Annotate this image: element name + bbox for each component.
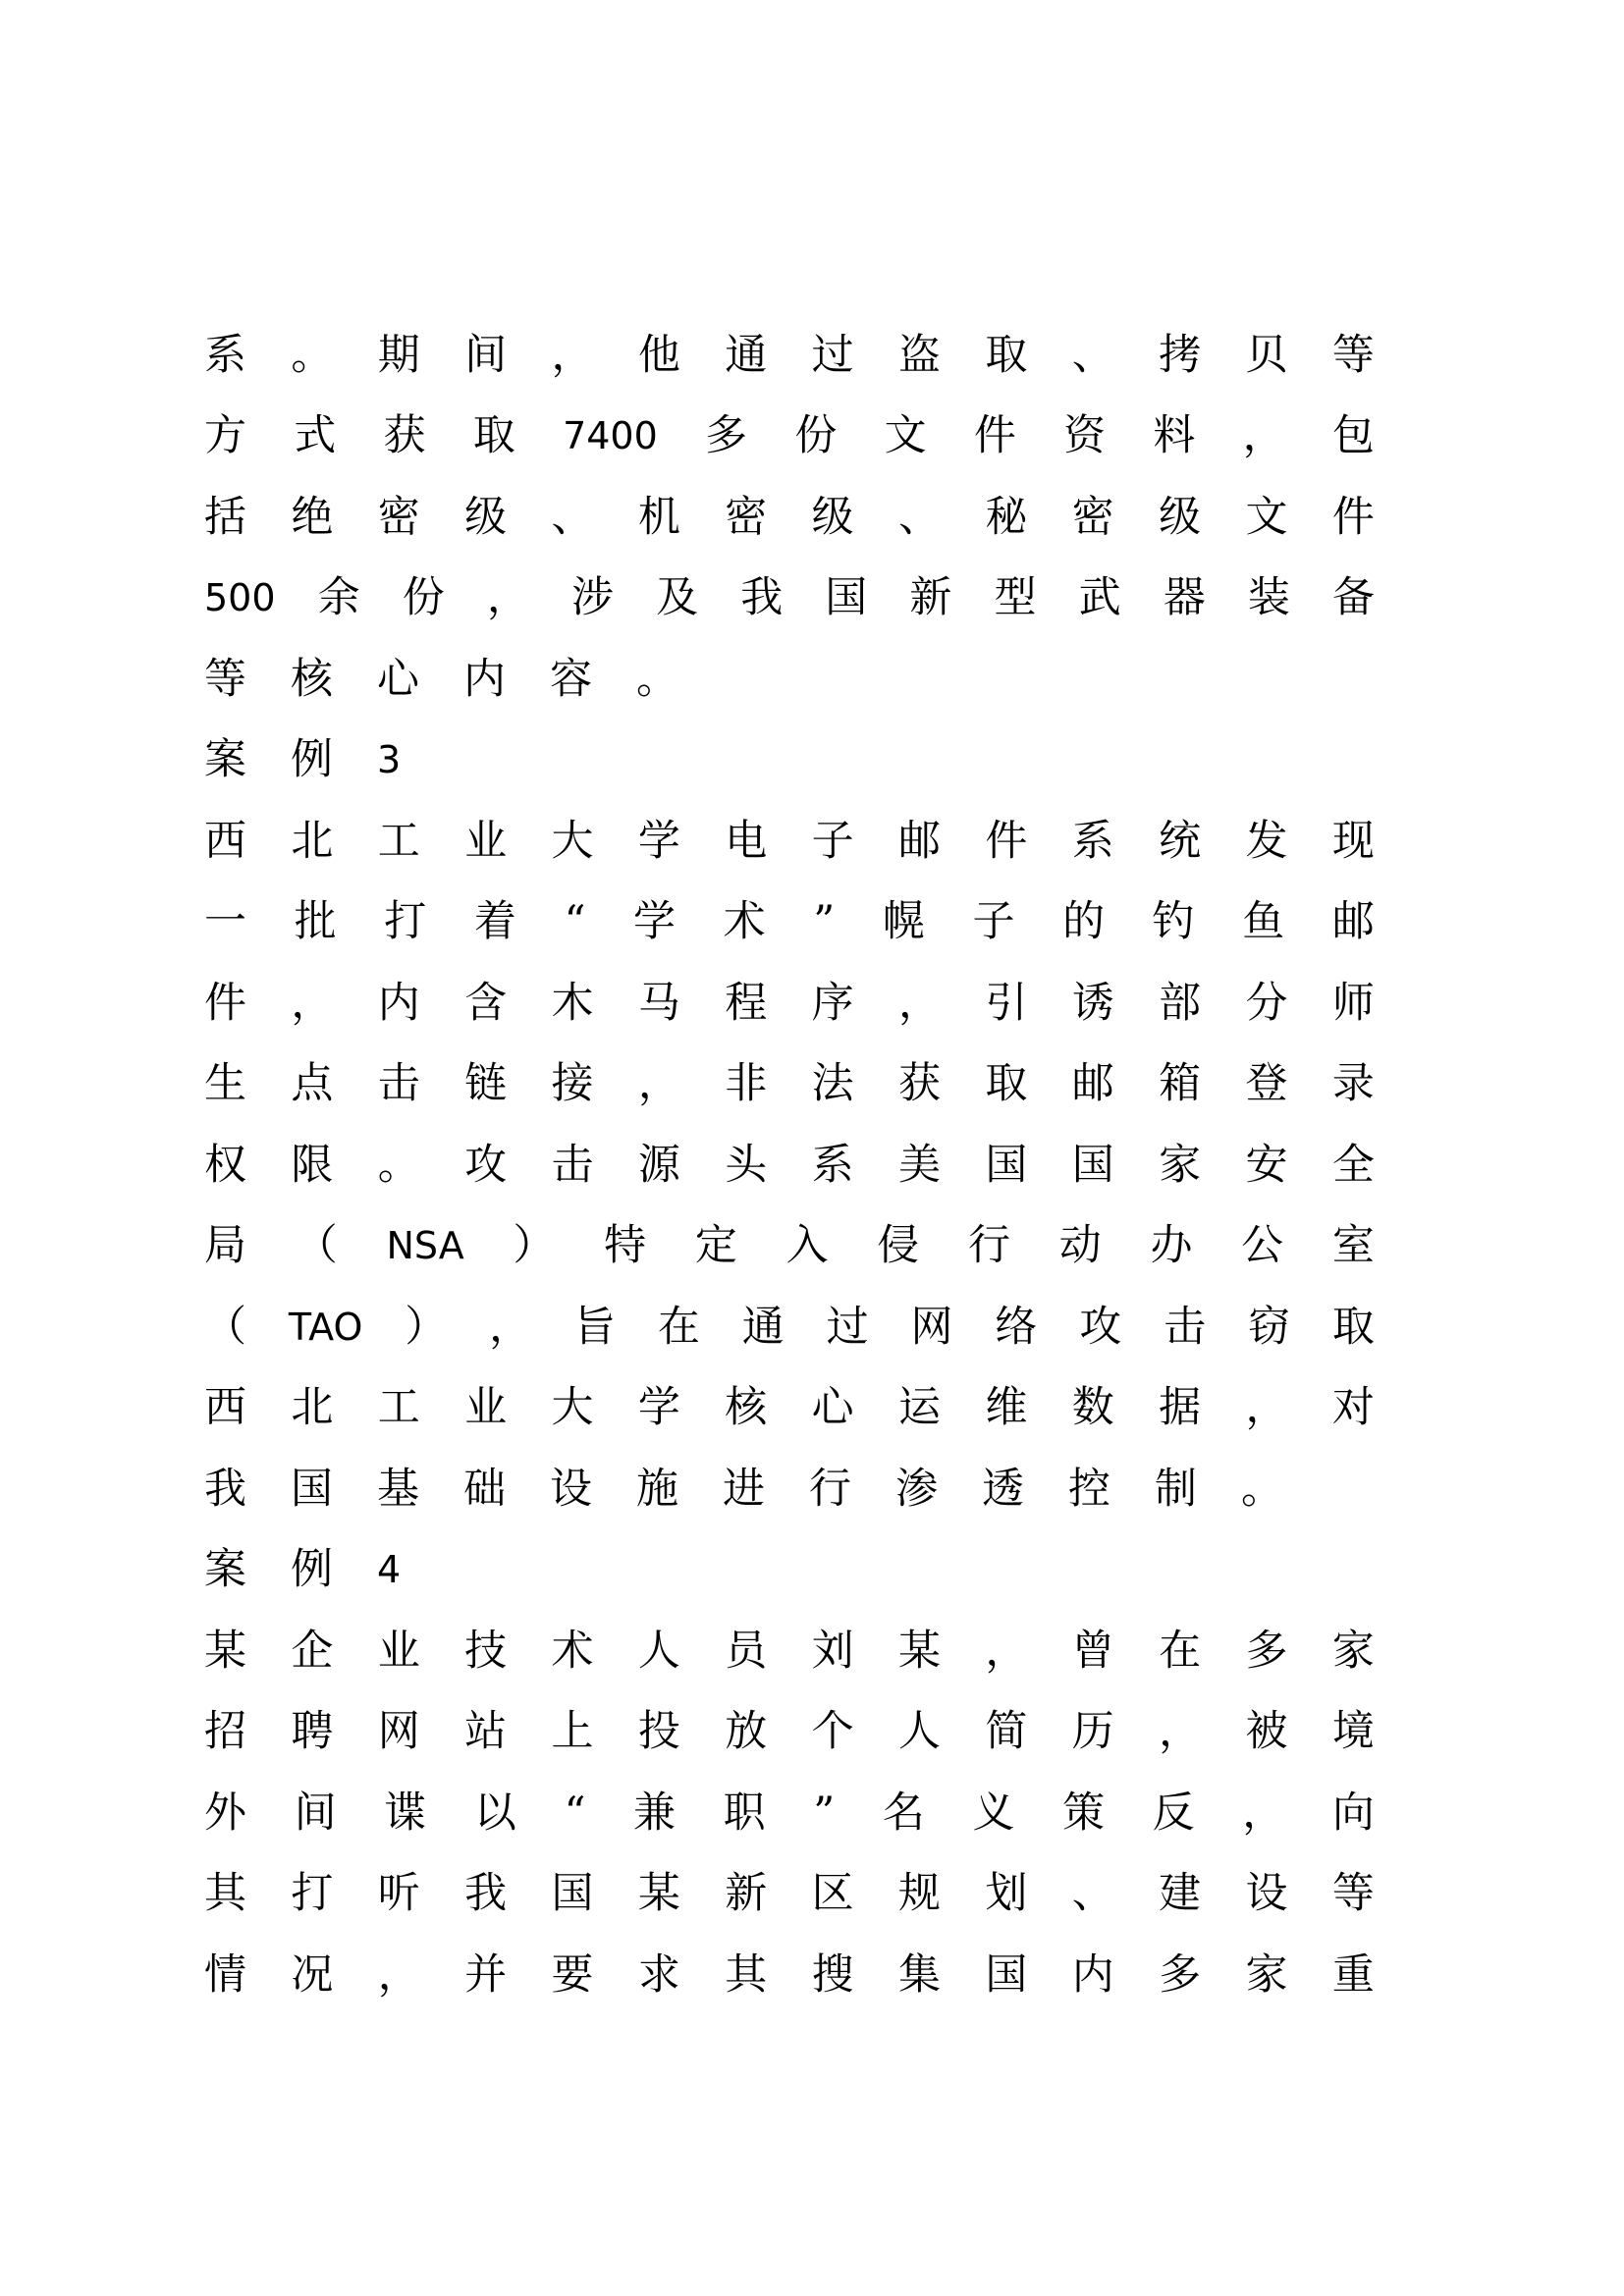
text-line — [204, 1216, 1375, 1275]
text-line — [204, 1622, 1375, 1681]
text-glyph: 过 — [826, 1303, 869, 1352]
text-glyph: 获 — [383, 411, 426, 460]
text-line — [204, 1702, 1375, 1761]
text-glyph: 包 — [1331, 411, 1375, 460]
text-glyph: 法 — [811, 1059, 854, 1108]
text-glyph: 系 — [204, 331, 246, 380]
text-glyph: 业 — [377, 1627, 420, 1676]
text-glyph: 以 — [473, 1789, 516, 1838]
text-line — [204, 1136, 1375, 1195]
text-glyph: 、 — [551, 493, 594, 542]
text-glyph: 技 — [464, 1627, 508, 1676]
text-glyph: 员 — [725, 1627, 768, 1676]
text-glyph: 外 — [204, 1789, 246, 1838]
text-glyph: 北 — [291, 1383, 334, 1432]
text-glyph: ， — [898, 979, 941, 1028]
text-glyph: 术 — [551, 1627, 594, 1676]
text-glyph: 工 — [377, 817, 420, 866]
text-line — [204, 1460, 1375, 1519]
text-glyph: 其 — [204, 1869, 246, 1918]
text-glyph: 资 — [1063, 411, 1107, 460]
text-glyph: 情 — [204, 1950, 246, 2000]
text-glyph: 箱 — [1159, 1059, 1202, 1108]
text-line — [204, 1378, 1375, 1437]
text-glyph: 制 — [1155, 1465, 1197, 1514]
text-glyph: 内 — [377, 979, 420, 1028]
text-glyph: 取 — [1331, 1303, 1375, 1352]
text-glyph: 限 — [291, 1141, 334, 1190]
text-glyph: 况 — [291, 1950, 334, 2000]
text-glyph: 拷 — [1159, 331, 1202, 380]
text-glyph: 例 — [291, 1545, 333, 1594]
text-glyph: 子 — [972, 897, 1015, 946]
text-glyph: 通 — [741, 1303, 785, 1352]
text-glyph: 站 — [464, 1707, 508, 1756]
text-glyph: ） — [513, 1221, 556, 1270]
text-glyph: 现 — [1331, 817, 1375, 866]
text-glyph: 大 — [551, 1383, 594, 1432]
text-line — [204, 650, 1375, 709]
text-glyph: 室 — [1331, 1221, 1375, 1270]
text-glyph: 我 — [204, 1465, 246, 1514]
text-glyph: 招 — [204, 1707, 246, 1756]
text-glyph: 业 — [464, 1383, 508, 1432]
text-glyph: 职 — [723, 1789, 766, 1838]
text-glyph: 通 — [725, 331, 768, 380]
text-glyph: 集 — [898, 1950, 941, 2000]
text-glyph: 大 — [551, 817, 594, 866]
text-glyph: 办 — [1150, 1221, 1193, 1270]
text-glyph: 刘 — [811, 1627, 854, 1676]
text-glyph: 安 — [1245, 1141, 1288, 1190]
text-glyph: TAO — [288, 1306, 363, 1349]
text-glyph: 对 — [1331, 1383, 1375, 1432]
text-glyph: 件 — [973, 411, 1016, 460]
text-glyph: 反 — [1152, 1789, 1195, 1838]
text-glyph: NSA — [386, 1224, 464, 1267]
text-glyph: 维 — [985, 1383, 1028, 1432]
text-glyph: 生 — [204, 1059, 246, 1108]
text-glyph: 聘 — [291, 1707, 334, 1756]
text-glyph: （ — [295, 1221, 338, 1270]
text-glyph: 容 — [550, 655, 592, 704]
text-glyph: 某 — [204, 1627, 246, 1676]
text-glyph: ， — [486, 573, 529, 622]
text-glyph: 及 — [656, 573, 699, 622]
text-glyph: 幌 — [882, 897, 925, 946]
text-glyph: 案 — [204, 735, 246, 784]
text-glyph: 电 — [725, 817, 768, 866]
text-glyph: 行 — [809, 1465, 851, 1514]
text-glyph: 特 — [604, 1221, 647, 1270]
text-glyph: 内 — [463, 655, 506, 704]
text-glyph: 间 — [464, 331, 508, 380]
text-glyph: 要 — [551, 1950, 594, 2000]
text-glyph: 学 — [633, 897, 677, 946]
text-glyph: 据 — [1159, 1383, 1202, 1432]
text-glyph: 3 — [377, 738, 402, 781]
text-glyph: 件 — [985, 817, 1028, 866]
text-glyph: 级 — [464, 493, 508, 542]
text-glyph: （ — [204, 1303, 246, 1352]
text-glyph: 头 — [725, 1141, 768, 1190]
text-glyph: 7400 — [563, 414, 658, 457]
text-glyph: “ — [564, 897, 586, 946]
text-line — [204, 406, 1375, 465]
text-glyph: 打 — [291, 1869, 334, 1918]
text-glyph: 序 — [811, 979, 854, 1028]
text-glyph: 义 — [972, 1789, 1015, 1838]
text-glyph: 木 — [551, 979, 594, 1028]
text-glyph: 涉 — [570, 573, 614, 622]
text-glyph: 一 — [204, 897, 246, 946]
text-glyph: 方 — [204, 411, 246, 460]
text-line — [204, 488, 1375, 547]
text-glyph: ， — [377, 1950, 420, 2000]
text-glyph: 级 — [1159, 493, 1202, 542]
text-glyph: 式 — [294, 411, 337, 460]
text-glyph: ， — [985, 1627, 1028, 1676]
text-glyph: 非 — [725, 1059, 768, 1108]
text-glyph: 人 — [637, 1627, 680, 1676]
text-glyph: 区 — [811, 1869, 854, 1918]
text-glyph: 份 — [794, 411, 838, 460]
text-glyph: 引 — [985, 979, 1028, 1028]
text-glyph: 运 — [898, 1383, 941, 1432]
text-glyph: 心 — [811, 1383, 854, 1432]
text-glyph: 听 — [377, 1869, 420, 1918]
text-glyph: 贝 — [1245, 331, 1288, 380]
text-line — [204, 326, 1375, 385]
text-glyph: 密 — [725, 493, 768, 542]
text-glyph: ， — [637, 1059, 680, 1108]
text-glyph: 我 — [740, 573, 784, 622]
text-glyph: 级 — [811, 493, 854, 542]
text-glyph: 、 — [1071, 331, 1114, 380]
text-glyph: 批 — [294, 897, 337, 946]
text-glyph: 核 — [725, 1383, 768, 1432]
text-glyph: 机 — [637, 493, 680, 542]
text-glyph: 人 — [898, 1707, 941, 1756]
text-glyph: 等 — [204, 655, 246, 704]
text-glyph: 他 — [637, 331, 680, 380]
text-glyph: 。 — [291, 331, 334, 380]
text-glyph: 放 — [725, 1707, 768, 1756]
text-glyph: 师 — [1331, 979, 1375, 1028]
text-glyph: 部 — [1159, 979, 1202, 1028]
text-glyph: 内 — [1071, 1950, 1114, 2000]
text-glyph: 学 — [637, 817, 680, 866]
text-glyph: 并 — [464, 1950, 508, 2000]
text-glyph: 全 — [1331, 1141, 1375, 1190]
text-glyph: 统 — [1159, 817, 1202, 866]
text-glyph: ， — [551, 331, 594, 380]
text-glyph: 划 — [985, 1869, 1028, 1918]
text-glyph: 点 — [291, 1059, 334, 1108]
text-glyph: 在 — [657, 1303, 700, 1352]
text-glyph: ， — [1159, 1707, 1202, 1756]
text-glyph: 备 — [1331, 573, 1375, 622]
text-line — [204, 1784, 1375, 1842]
text-glyph: ， — [291, 979, 334, 1028]
text-glyph: 绝 — [291, 493, 334, 542]
text-line — [204, 568, 1375, 627]
text-glyph: 例 — [291, 735, 333, 784]
text-glyph: 北 — [291, 817, 334, 866]
text-glyph: ， — [1245, 1383, 1288, 1432]
text-glyph: 在 — [1159, 1627, 1202, 1676]
text-glyph: 密 — [1071, 493, 1114, 542]
text-glyph: 基 — [377, 1465, 419, 1514]
text-glyph: 分 — [1245, 979, 1288, 1028]
text-glyph: 向 — [1331, 1789, 1375, 1838]
text-glyph: 旨 — [573, 1303, 616, 1352]
text-glyph: 控 — [1068, 1465, 1110, 1514]
text-glyph: 获 — [898, 1059, 941, 1108]
text-glyph: 我 — [464, 1869, 508, 1918]
text-glyph: 盗 — [898, 331, 941, 380]
text-line — [204, 974, 1375, 1033]
text-glyph: 录 — [1331, 1059, 1375, 1108]
text-glyph: 文 — [884, 411, 927, 460]
text-glyph: 取 — [985, 331, 1028, 380]
text-glyph: 国 — [551, 1869, 594, 1918]
text-glyph: 网 — [910, 1303, 953, 1352]
text-glyph: ” — [813, 897, 836, 946]
text-glyph: 邮 — [898, 817, 941, 866]
text-glyph: 曾 — [1071, 1627, 1114, 1676]
text-line — [204, 892, 1375, 951]
text-glyph: 装 — [1247, 573, 1290, 622]
text-glyph: 鱼 — [1242, 897, 1285, 946]
text-glyph: 邮 — [1071, 1059, 1114, 1108]
text-glyph: 家 — [1159, 1141, 1202, 1190]
text-glyph: 登 — [1245, 1059, 1288, 1108]
text-glyph: 等 — [1331, 331, 1375, 380]
text-glyph: 数 — [1071, 1383, 1114, 1432]
text-glyph: 着 — [473, 897, 516, 946]
text-glyph: 设 — [550, 1465, 592, 1514]
text-glyph: 简 — [985, 1707, 1028, 1756]
text-glyph: 投 — [637, 1707, 680, 1756]
text-glyph: 多 — [1245, 1627, 1288, 1676]
text-glyph: 设 — [1245, 1869, 1288, 1918]
text-glyph: ” — [813, 1789, 836, 1838]
text-glyph: 链 — [464, 1059, 508, 1108]
text-glyph: 4 — [377, 1548, 402, 1591]
text-glyph: 公 — [1241, 1221, 1284, 1270]
text-glyph: 上 — [551, 1707, 594, 1756]
text-glyph: 过 — [811, 331, 854, 380]
text-glyph: 料 — [1153, 411, 1196, 460]
text-glyph: 件 — [1331, 493, 1375, 542]
text-glyph: 武 — [1078, 573, 1121, 622]
text-glyph: 余 — [317, 573, 360, 622]
text-glyph: 取 — [985, 1059, 1028, 1108]
text-line — [204, 730, 1375, 789]
text-glyph: 击 — [1164, 1303, 1207, 1352]
text-glyph: 境 — [1331, 1707, 1375, 1756]
text-glyph: 份 — [402, 573, 445, 622]
text-glyph: 、 — [898, 493, 941, 542]
text-glyph: 个 — [811, 1707, 854, 1756]
text-glyph: 施 — [636, 1465, 678, 1514]
text-glyph: 行 — [968, 1221, 1010, 1270]
text-glyph: 兼 — [633, 1789, 677, 1838]
text-glyph: 密 — [377, 493, 420, 542]
text-glyph: 文 — [1245, 493, 1288, 542]
text-glyph: 心 — [377, 655, 419, 704]
text-glyph: 企 — [291, 1627, 334, 1676]
text-glyph: 被 — [1245, 1707, 1288, 1756]
text-glyph: 工 — [377, 1383, 420, 1432]
text-glyph: 新 — [909, 573, 952, 622]
text-glyph: 窃 — [1248, 1303, 1290, 1352]
text-line — [204, 1298, 1375, 1357]
text-glyph: 国 — [985, 1141, 1028, 1190]
text-line — [204, 1054, 1375, 1113]
text-glyph: 局 — [204, 1221, 246, 1270]
text-glyph: 子 — [811, 817, 854, 866]
text-glyph: 。 — [377, 1141, 420, 1190]
text-glyph: 求 — [637, 1950, 680, 2000]
text-glyph: 接 — [551, 1059, 594, 1108]
text-glyph: 某 — [898, 1627, 941, 1676]
text-glyph: 规 — [898, 1869, 941, 1918]
text-glyph: 攻 — [464, 1141, 508, 1190]
text-glyph: 西 — [204, 817, 246, 866]
text-glyph: “ — [564, 1789, 586, 1838]
text-glyph: 建 — [1159, 1869, 1202, 1918]
text-glyph: 策 — [1062, 1789, 1106, 1838]
text-glyph: 系 — [1071, 817, 1114, 866]
text-glyph: 家 — [1245, 1950, 1288, 2000]
text-glyph: 钓 — [1152, 897, 1195, 946]
text-glyph: 国 — [985, 1950, 1028, 2000]
text-glyph: 程 — [725, 979, 768, 1028]
text-glyph: 透 — [982, 1465, 1024, 1514]
text-glyph: 的 — [1062, 897, 1106, 946]
text-line — [204, 1864, 1375, 1923]
text-glyph: 器 — [1163, 573, 1206, 622]
text-glyph: 多 — [1159, 1950, 1202, 2000]
text-line — [204, 812, 1375, 871]
text-glyph: ） — [405, 1303, 448, 1352]
text-glyph: 渗 — [895, 1465, 938, 1514]
text-glyph: 案 — [204, 1545, 246, 1594]
text-glyph: 、 — [1071, 1869, 1114, 1918]
text-glyph: 历 — [1071, 1707, 1114, 1756]
text-glyph: 邮 — [1331, 897, 1375, 946]
text-glyph: ， — [1242, 1789, 1285, 1838]
text-line — [204, 1946, 1375, 2004]
text-glyph: 件 — [204, 979, 246, 1028]
text-glyph: 础 — [463, 1465, 506, 1514]
text-glyph: 进 — [723, 1465, 765, 1514]
text-glyph: ， — [489, 1303, 532, 1352]
text-glyph: 其 — [725, 1950, 768, 2000]
text-glyph: 搜 — [811, 1950, 854, 2000]
text-glyph: 含 — [464, 979, 508, 1028]
text-glyph: 国 — [291, 1465, 333, 1514]
text-glyph: 击 — [551, 1141, 594, 1190]
text-glyph: 。 — [636, 655, 678, 704]
text-glyph: 系 — [811, 1141, 854, 1190]
text-line — [204, 1540, 1375, 1599]
text-glyph: 核 — [291, 655, 333, 704]
text-glyph: 源 — [637, 1141, 680, 1190]
text-glyph: 多 — [705, 411, 748, 460]
text-glyph: 型 — [994, 573, 1037, 622]
text-glyph: 诱 — [1071, 979, 1114, 1028]
text-glyph: 定 — [694, 1221, 737, 1270]
text-glyph: 重 — [1331, 1950, 1375, 2000]
text-glyph: 500 — [204, 576, 276, 619]
text-glyph: 击 — [377, 1059, 420, 1108]
text-glyph: 国 — [1071, 1141, 1114, 1190]
text-glyph: 术 — [723, 897, 766, 946]
text-glyph: 学 — [637, 1383, 680, 1432]
text-glyph: 动 — [1058, 1221, 1102, 1270]
text-glyph: 某 — [637, 1869, 680, 1918]
text-glyph: 攻 — [1079, 1303, 1122, 1352]
text-glyph: 秘 — [985, 493, 1028, 542]
text-glyph: ， — [1242, 411, 1285, 460]
text-glyph: 发 — [1245, 817, 1288, 866]
text-glyph: 侵 — [877, 1221, 920, 1270]
text-glyph: 。 — [1241, 1465, 1283, 1514]
text-glyph: 入 — [785, 1221, 829, 1270]
text-glyph: 谍 — [384, 1789, 427, 1838]
text-glyph: 新 — [725, 1869, 768, 1918]
text-glyph: 取 — [472, 411, 515, 460]
text-glyph: 国 — [825, 573, 868, 622]
text-glyph: 间 — [294, 1789, 337, 1838]
text-glyph: 括 — [204, 493, 246, 542]
text-glyph: 业 — [464, 817, 508, 866]
text-glyph: 网 — [377, 1707, 420, 1756]
text-glyph: 名 — [882, 1789, 925, 1838]
text-glyph: 西 — [204, 1383, 246, 1432]
text-glyph: 美 — [898, 1141, 941, 1190]
text-glyph: 权 — [204, 1141, 246, 1190]
text-glyph: 马 — [637, 979, 680, 1028]
text-glyph: 络 — [995, 1303, 1038, 1352]
text-glyph: 家 — [1331, 1627, 1375, 1676]
text-glyph: 打 — [384, 897, 427, 946]
text-glyph: 等 — [1331, 1869, 1375, 1918]
text-glyph: 期 — [377, 331, 420, 380]
